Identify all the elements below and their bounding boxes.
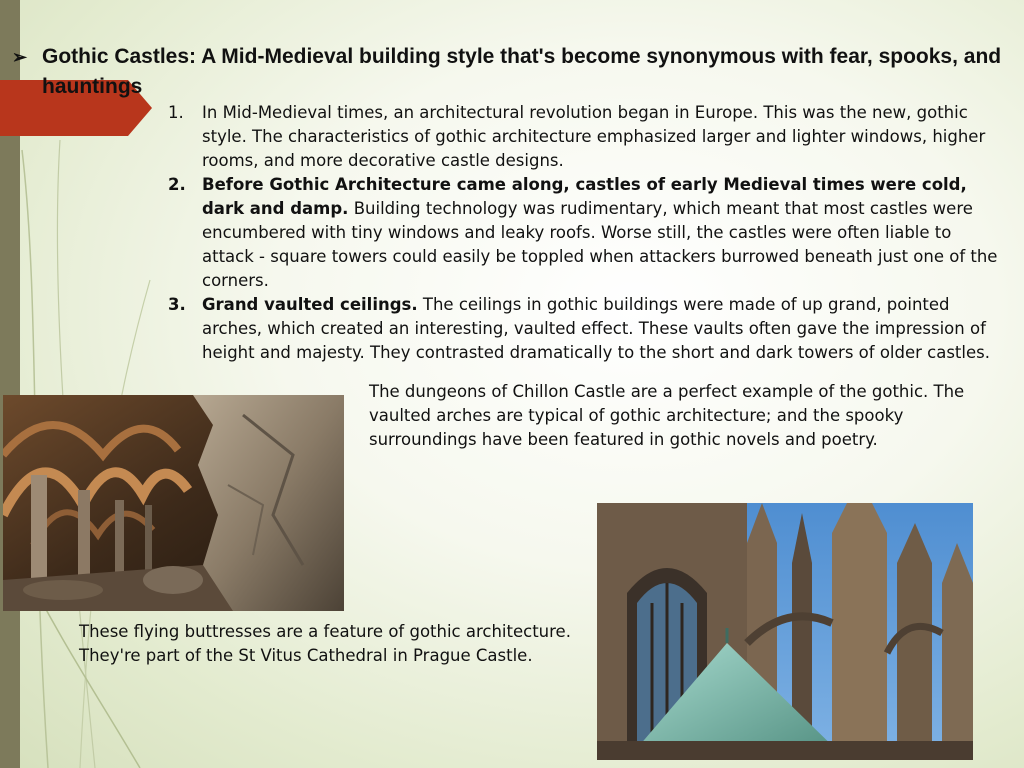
list-item-text: In Mid-Medieval times, an architectural revolution began in Europe. This was the new, gothic style. The characteristics of gothic architecture emphasized larger and lighter windows, higher rooms, and more decorative castle designs.: [202, 103, 986, 170]
slide-title: [12, 42, 1024, 102]
list-item: [158, 293, 1008, 365]
buttress-caption: These flying buttresses are a feature of gothic architecture. They're part of the St Vitus Cathedral in Prague Castle.: [79, 622, 571, 665]
list-item: [158, 173, 1008, 293]
points-list: [158, 101, 1008, 365]
list-item-text: The ceilings in gothic buildings were made of up grand, pointed arches, which created an interesting, vaulted effect. These vaults often gave the impression of height and majesty. They contrasted dramatically to the short and dark towers of older castles.: [202, 295, 990, 362]
list-item-lead: Before Gothic Architecture came along, castles of early Medieval times were cold, dark and damp.: [202, 175, 967, 218]
dungeon-photo: [3, 395, 344, 611]
list-item-number: 3.: [168, 295, 186, 314]
cathedral-photo: [597, 503, 973, 760]
arrow-bullet-icon: ➢: [12, 47, 28, 67]
list-item-number: 1.: [168, 103, 184, 122]
list-item: [158, 101, 1008, 173]
dungeon-caption: The dungeons of Chillon Castle are a perfect example of the gothic. The vaulted arches are typical of gothic architecture; and the spooky surroundings have been featured in gothic novels and poetry.: [369, 382, 965, 449]
list-item-lead: Grand vaulted ceilings.: [202, 295, 418, 314]
list-item-text: Building technology was rudimentary, which meant that most castles were encumbered with tiny windows and leaky roofs. Worse still, the castles were often liable to attack - square towers could easily be toppled when attackers burrowed beneath just one of the corners.: [202, 199, 998, 290]
slide-title-text: Gothic Castles: A Mid-Medieval building style that's become synonymous with fear, spooks, and hauntings: [42, 45, 1002, 98]
list-item-number: 2.: [168, 175, 186, 194]
